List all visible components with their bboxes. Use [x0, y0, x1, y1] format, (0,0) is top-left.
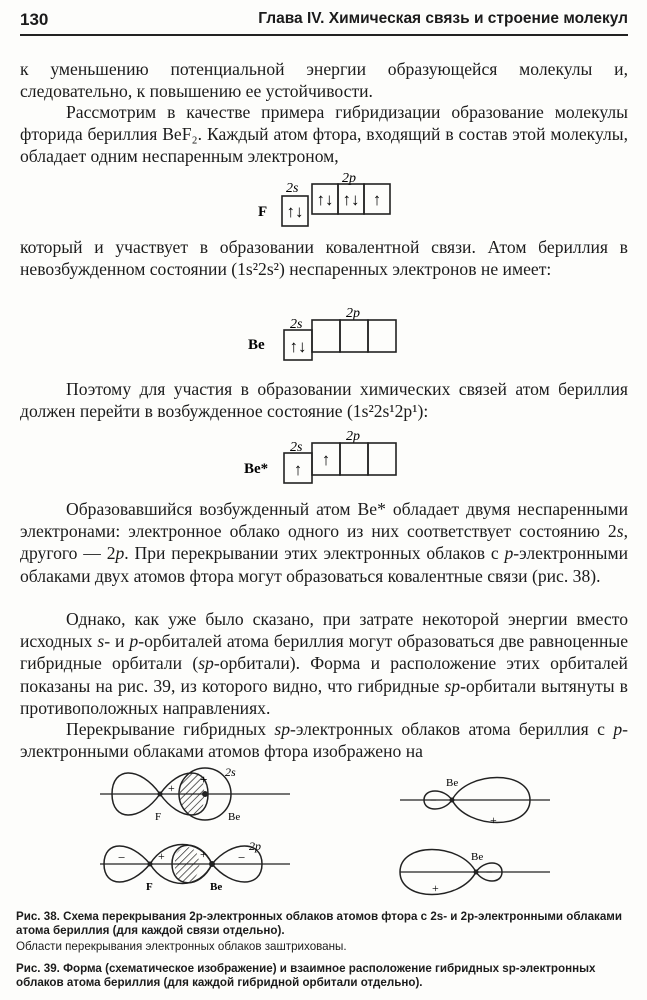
svg-text:+: + — [432, 881, 439, 895]
electron-2p-3: ↑ — [372, 190, 382, 209]
electron-2s: ↑ — [293, 460, 303, 479]
label-2s: 2s — [290, 317, 303, 332]
svg-text:F: F — [155, 811, 162, 823]
svg-text:2s: 2s — [225, 765, 236, 779]
atom-symbol: Be — [248, 337, 265, 353]
svg-text:−: − — [430, 793, 437, 807]
label-2p: 2p — [346, 306, 360, 321]
paragraph-4: Поэтому для участия в образовании химических связей атом бериллия должен перейти в возбужденное состояние (1s²2s¹2p¹): — [20, 379, 628, 422]
paragraph-5: Образовавшийся возбужденный атом Be* обладает двумя неспаренными электронами: электронное облако одного из них соответствует состоянию 2s, другого — 2p. При перекрывании этих электронных облаков с p-электронными облаками двух атомов фтора могут образоваться ковалентные связи (рис. 38). — [20, 499, 628, 586]
svg-text:Be: Be — [228, 811, 241, 823]
svg-text:+: + — [168, 781, 175, 795]
electron-2p-1: ↑↓ — [316, 190, 334, 209]
figure-38-note: Области перекрывания электронных облаков заштрихованы. — [16, 940, 347, 953]
svg-text:Be: Be — [446, 777, 459, 789]
label-2s: 2s — [286, 181, 299, 196]
electron-2p-2: ↑↓ — [342, 190, 360, 209]
paragraph-6: Однако, как уже было сказано, при затрате некоторой энергии вместо исходных s- и p-орбиталей атома бериллия могут образоваться две равноценные гибридные орбитали (sp-орбитали). Форма и расположение этих орбиталей показаны на рис. 39, из которого видно, что гибридные sp-орбитали вытянуты в противоположных направлениях. — [20, 609, 629, 718]
electron-2s: ↑↓ — [286, 202, 304, 221]
svg-text:+: + — [200, 772, 208, 787]
page-number: 130 — [20, 10, 49, 29]
paragraph-7: Перекрывание гибридных sp-электронных облаков атома бериллия с p-электронными облаками атомов фтора изображено на — [20, 719, 628, 762]
atom-symbol: Be* — [244, 461, 269, 477]
orbital-cell-2p-2 — [340, 443, 368, 475]
svg-text:−: − — [238, 850, 246, 865]
svg-text:Be: Be — [210, 881, 223, 893]
svg-text:+: + — [200, 847, 207, 861]
orbital-cell-2p-1 — [312, 320, 340, 352]
svg-text:−: − — [486, 865, 493, 879]
page-header — [20, 8, 628, 36]
svg-text:+: + — [158, 849, 165, 863]
orbital-cell-2p-3 — [368, 443, 396, 475]
fig38-p-s-overlap — [100, 765, 290, 823]
figure-38-caption: Рис. 38. Схема перекрывания 2p-электронных облаков атомов фтора с 2s- и 2p-электронными облаками атома бериллия (для каждой связи отдельно). — [16, 910, 623, 937]
beryllium-electron-diagram — [244, 302, 404, 366]
paragraph-1: к уменьшению потенциальной энергии образующейся молекулы и, следовательно, к повышению ее устойчивости. — [20, 59, 628, 102]
fig38-p-p-overlap — [100, 839, 290, 893]
electron-2s: ↑↓ — [289, 337, 307, 356]
running-title: Глава IV. Химическая связь и строение молекул — [258, 10, 628, 27]
svg-text:Be: Be — [471, 851, 484, 863]
paragraph-2: Рассмотрим в качестве примера гибридизации образование молекулы фторида бериллия BeF₂. Каждый атом фтора, входящий в состав этой молекулы, обладает одним неспаренным электроном, — [20, 102, 628, 167]
label-2p: 2p — [342, 171, 356, 186]
fig39-sp-hybrid-right — [400, 777, 550, 827]
excited-beryllium-electron-diagram — [242, 425, 402, 489]
svg-text:F: F — [146, 881, 153, 893]
label-2p: 2p — [346, 429, 360, 444]
electron-2p-1: ↑ — [321, 450, 331, 469]
atom-symbol: F — [258, 204, 268, 220]
label-2s: 2s — [290, 440, 303, 455]
svg-text:−: − — [118, 850, 126, 865]
figure-39-caption: Рис. 39. Форма (схематическое изображение) и взаимное расположение гибридных sp-электронных облаков атома бериллия (для каждой гибридной орбитали отдельно). — [16, 962, 596, 989]
figures-38-39 — [0, 760, 647, 908]
svg-text:+: + — [490, 813, 497, 827]
paragraph-3: который и участвует в образовании ковалентной связи. Атом бериллия в невозбужденном состоянии (1s²2s²) неспаренных электронов не имеет: — [20, 237, 628, 280]
orbital-cell-2p-2 — [340, 320, 368, 352]
orbital-cell-2p-3 — [368, 320, 396, 352]
fig39-sp-hybrid-left — [400, 850, 550, 896]
fluorine-electron-diagram — [250, 170, 410, 230]
svg-text:2p: 2p — [249, 839, 261, 853]
